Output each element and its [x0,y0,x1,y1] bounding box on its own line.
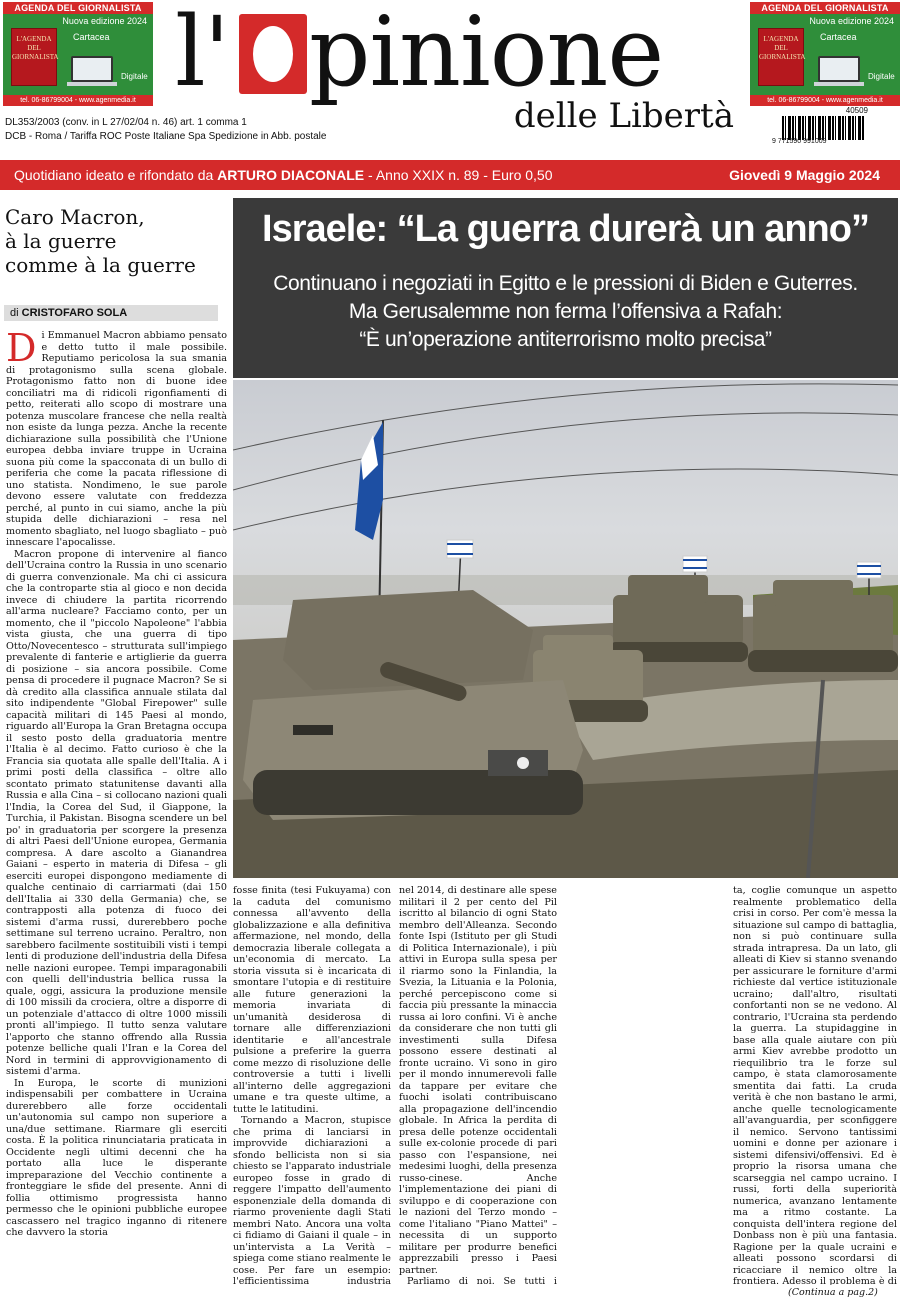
article-column-1 [233,885,391,1285]
editorial-title-line: à la guerre [5,229,117,253]
article-column-3 [733,885,897,1285]
issue-date: Giovedì 9 Maggio 2024 [729,167,880,183]
ad-contact: tel. 06-86799004 - www.agenmedia.it [750,95,900,106]
issue-info: - Anno XXIX n. 89 - Euro 0,50 [368,167,553,183]
editorial-byline [4,305,218,321]
logo-subtitle: delle Libertà [513,96,734,136]
author-name: CRISTOFARO SOLA [21,307,128,319]
tank-lead [243,590,583,820]
issue-banner [0,160,900,190]
barcode-bars [782,116,864,140]
dropcap: D [6,330,37,370]
paragraph: Di Emmanuel Macron abbiamo pensato e detto tutto il male possibile. Reputiamo pericolosa la sua smania di protagonismo sulla scena globale. Protagonismo fatto non di buone idee conciliatri ma di ridicoli rigonfiamenti di petto, reiterati allo scopo di mostrare una potenza muscolare francese che nella realtà non esiste da lunga pezza. Anche la recente dichiarazione sulla possibilità che l'Unione europea debba inviare truppe in Ucraina suona più come la spacconata di un bullo di periferia che come la pacata riflessione di uno statista. Nondimeno, le sue parole devono essere valutate con freddezza perché, al punto in cui siamo, anche la più stupida delle dichiarazioni – resa nel momento sbagliato, nel luogo sbagliato – può innescare l'apocalisse. [6,330,227,548]
ad-book-image: L'AGENDA DEL GIORNALISTA [11,28,57,86]
article-column-2 [399,885,557,1285]
lead-photo-tanks [233,380,898,878]
paragraph: In Europa, le scorte di munizioni indispensabili per combattere in Ucraina durerebbero alle forze occidentali un'autonomia sul campo non superiore a una/due settimane. Riarmare gli eserciti costa. È la politica rinunciataria praticata in Occidente negli ultimi decenni che ha portato alla luce le disperante impreparazione del Vecchio continente a fronteggiare le sfide del presente. Anni di follia ottimismo progressista hanno permesso che le opinioni pubbliche europee cascassero nel tragico inganno di ritenere che davvero la storia [6,1077,227,1238]
barcode-issue-number: 40509 [845,106,868,115]
ad-edition: Nuova edizione 2024 [62,16,147,26]
slogan-prefix: Quotidiano ideato e rifondato da [14,167,214,183]
founder-name: ARTURO DIACONALE [217,167,365,183]
registration-line-1: DL353/2003 (conv. in L 27/02/04 n. 46) art. 1 comma 1 [5,117,247,128]
logo-o-mark [239,14,307,94]
registration-line-2: DCB - Roma / Tariffa ROC Poste Italiane Spa Spedizione in Abb. postale [5,131,327,142]
paragraph: Macron propone di intervenire al fianco dell'Ucraina contro la Russia in uno scenario di guerra convenzionale. Ma chi ci assicura che la controparte stia al gioco e non decida invece di chiudere la partita ricorrendo all'arma nucleare? Facciamo conto, per un momento, che il "piccolo Napoleone" l'abbia vista giusta, che una guerra di tipo Otto/Novecentesco – strutturata sull'impiego prevalente di fanterie e artiglierie da guerra di posizione – sia ancora possibile. Come pensa di procedere il pugnace Macron? Se si dà credito alla classifica annuale stilata dal sito indipendente "Global Firepower" sulle capacità militari di 145 Paesi al mondo, riguardo all'Europa la Gran Bretagna occupa il sesto posto della graduatoria mentre l'Italia è al decimo. Fatto curioso è che la Francia sia quotata alle spalle dell'Italia. A i primi posti della classifica – oltre allo scontato primato statunitense davanti alla Russia e alla Cina – si collocano nazioni quali l'India, la Corea del Sud, il Giappone, la Turchia, il Pakistan. Bisogna scendere un bel po' in graduatoria per scorgere la presenza di altri Paesi dell'Unione europea, Germania compresa. A dare ascolto a Gianandrea Gaiani – esperto in materia di Difesa – gli eserciti europei dispongono mediamente di qualche centinaio di carriarmati (dai 150 dell'Italia ai 330 della Germania) che, se contrapposti alla potenza di fuoco dei sistemi d'arma russi, durerebbero poche settimane sul terreno ucraino. Peraltro, non sarebbero facilmente sostituibili visti i tempi lenti di produzione dell'industria della Difesa nelle nazioni europee. Tempi imparagonabili con quelli dell'industria bellica russa la quale, oggi, assicura la produzione mensile di 100 missili da crociera, oltre a disporre di un potenziale d'attacco di oltre 1000 missili pronti all'impiego. Il tutto senza valutare l'apporto che stanno offrendo alla Russia potenze belliche quali l'Iran e la Corea del Nord in termini di approvvigionamento di sistemi d'arma. [6,548,227,1077]
ad-paper-label: Cartacea [73,32,110,42]
editorial-title-line: Caro Macron, [5,205,145,229]
paragraph: Tornando a Macron, stupisce che prima di lanciarsi in improvvide dichiarazioni a sfondo bellicista non si sia chiesto se l'apparato industriale europeo fosse in grado di reggere l'impatto dell'aumento esponenziale della domanda di riarmo proveniente dagli Stati membri Nato. Ancora una volta ci fidiamo di Gaiani il quale – in un'intervista a La Verità – spiega come stiano realmente le cose. Per fare un esempio: l'efficientissima industria [233,1115,391,1285]
editorial-title[interactable] [5,205,225,277]
lead-story-header[interactable] [233,198,898,378]
ad-digital-label: Digitale [868,72,895,81]
ad-laptop-icon [818,56,860,82]
paragraph: fosse finita (tesi Fukuyama) con la caduta del comunismo connessa all'avvento della globalizzazione e alla definitiva affermazione, nel mondo, della democrazia liberale collegata a un'economia di mercato. La storia vissuta si è incaricata di smontare l'utopia e di restituire alle future generazioni la memoria invariata di un'umanità desiderosa di tornare alle differenziazioni identitarie e all'ancestrale pulsione a preferire la guerra come mezzo di risoluzione delle controversie a tutti i livelli all'interno delle aggregazioni umane e tra queste ultime, a tutte le latitudini. [233,885,391,1115]
logo-word: pinione [309,0,664,108]
israeli-flag [683,556,707,572]
subheadline-line: Ma Gerusalemme non ferma l’offensiva a Rafah: [348,300,783,323]
barcode [758,108,878,148]
slogan [14,167,553,183]
ad-edition: Nuova edizione 2024 [809,16,894,26]
ad-laptop-icon [71,56,113,82]
israeli-flag [857,562,881,578]
paragraph: ta, coglie comunque un aspetto realmente problematico della crisi in corso. Per com'è messa la situazione sul campo di battaglia, non si può continuare sulla strada intrapresa. Da un lato, gli alleati di Kiev si stanno svenando per assicurare le forniture d'armi richieste dal vertice istituzionale ucraino; dall'altro, risultati confortanti non se ne vedono. Al contrario, l'Ucraina sta perdendo la guerra. La stupidaggine in base alla quale aiutare con più armi Kiev avrebbe prodotto un riequilibrio tra le forze sul campo, è stata clamorosamente smentita dai fatti. La cruda verità è che non bastano le armi, anche quelle tecnologicamente all'avanguardia, per sconfiggere il nemico. Servono tantissimi uomini e donne per azionare i sistemi difensivi/offensivi. Ed è proprio la risorsa umana che scarseggia nel campo ucraino. I russi, forti della superiorità numerica, avanzano lentamente ma a ritmo costante. La conquista dell'intera regione del Donbass non è più una fantasia. Ragione per la quale ucraini e alleati possono scordarsi di ricacciare il nemico oltre la frontiera. Adesso il problema è di [733,885,897,1285]
advertisement-agenda-left[interactable] [3,2,153,106]
editorial-body [6,330,227,1285]
logo-prefix: l' [175,0,229,108]
advertisement-agenda-right[interactable] [750,2,900,106]
lead-subheadline [233,270,898,354]
newspaper-logo [175,0,740,136]
paragraph: nel 2014, di destinare alle spese militari il 2 per cento del Pil iscritto al bilancio di ogni Stato membro dell'Alleanza. Secondo fonte Ispi (Istituto per gli Studi di Politica Internazionale), i più attivi in Europa sulla spesa per il riarmo sono la Finlandia, la Svezia, la Lituania e la Polonia, perché percepiscono come si faccia più pressante la minaccia russa ai loro confini. Vi è anche da considerare che non tutti gli investimenti sulla Difesa possono essere destinati al fronte ucraino. Vi sono in giro per il mondo innumerevoli falle da tappare per evitare che fuochi isolati contribuiscano alla propagazione dell'incendio globale. In Africa la perdita di presa delle potenze occidentali sulle ex-colonie procede di pari passo con l'espansione, nei medesimi luoghi, della presenza russo-cinese. Anche l'implementazione dei piani di sviluppo e di cooperazione con le nazioni del Terzo mondo – come l'italiano "Piano Mattei" – necessita di un supporto militare per produrre benefici apprezzabili presso i Paesi partner. [399,885,557,1276]
israeli-flag [447,540,473,558]
continued-note[interactable]: (Continua a pag.2) [788,1287,878,1298]
lead-headline: Israele: “La guerra durerà un anno” [262,208,869,250]
ad-book-image: L'AGENDA DEL GIORNALISTA [758,28,804,86]
tanks-illustration [233,380,898,878]
ad-header: AGENDA DEL GIORNALISTA [750,2,900,14]
subheadline-line: “È un’operazione antiterrorismo molto precisa” [359,328,772,351]
paragraph: Parliamo di noi. Se tutti i [407,1276,557,1285]
byline-prefix: di [10,307,19,319]
power-lines [233,384,898,530]
ad-contact: tel. 06-86799004 - www.agenmedia.it [3,95,153,106]
ad-paper-label: Cartacea [820,32,857,42]
barcode-code: 9 771590 991009 [772,138,827,145]
ad-digital-label: Digitale [121,72,148,81]
ad-header: AGENDA DEL GIORNALISTA [3,2,153,14]
editorial-title-line: comme à la guerre [5,253,196,277]
subheadline-line: Continuano i negoziati in Egitto e le pressioni di Biden e Guterres. [273,272,858,295]
